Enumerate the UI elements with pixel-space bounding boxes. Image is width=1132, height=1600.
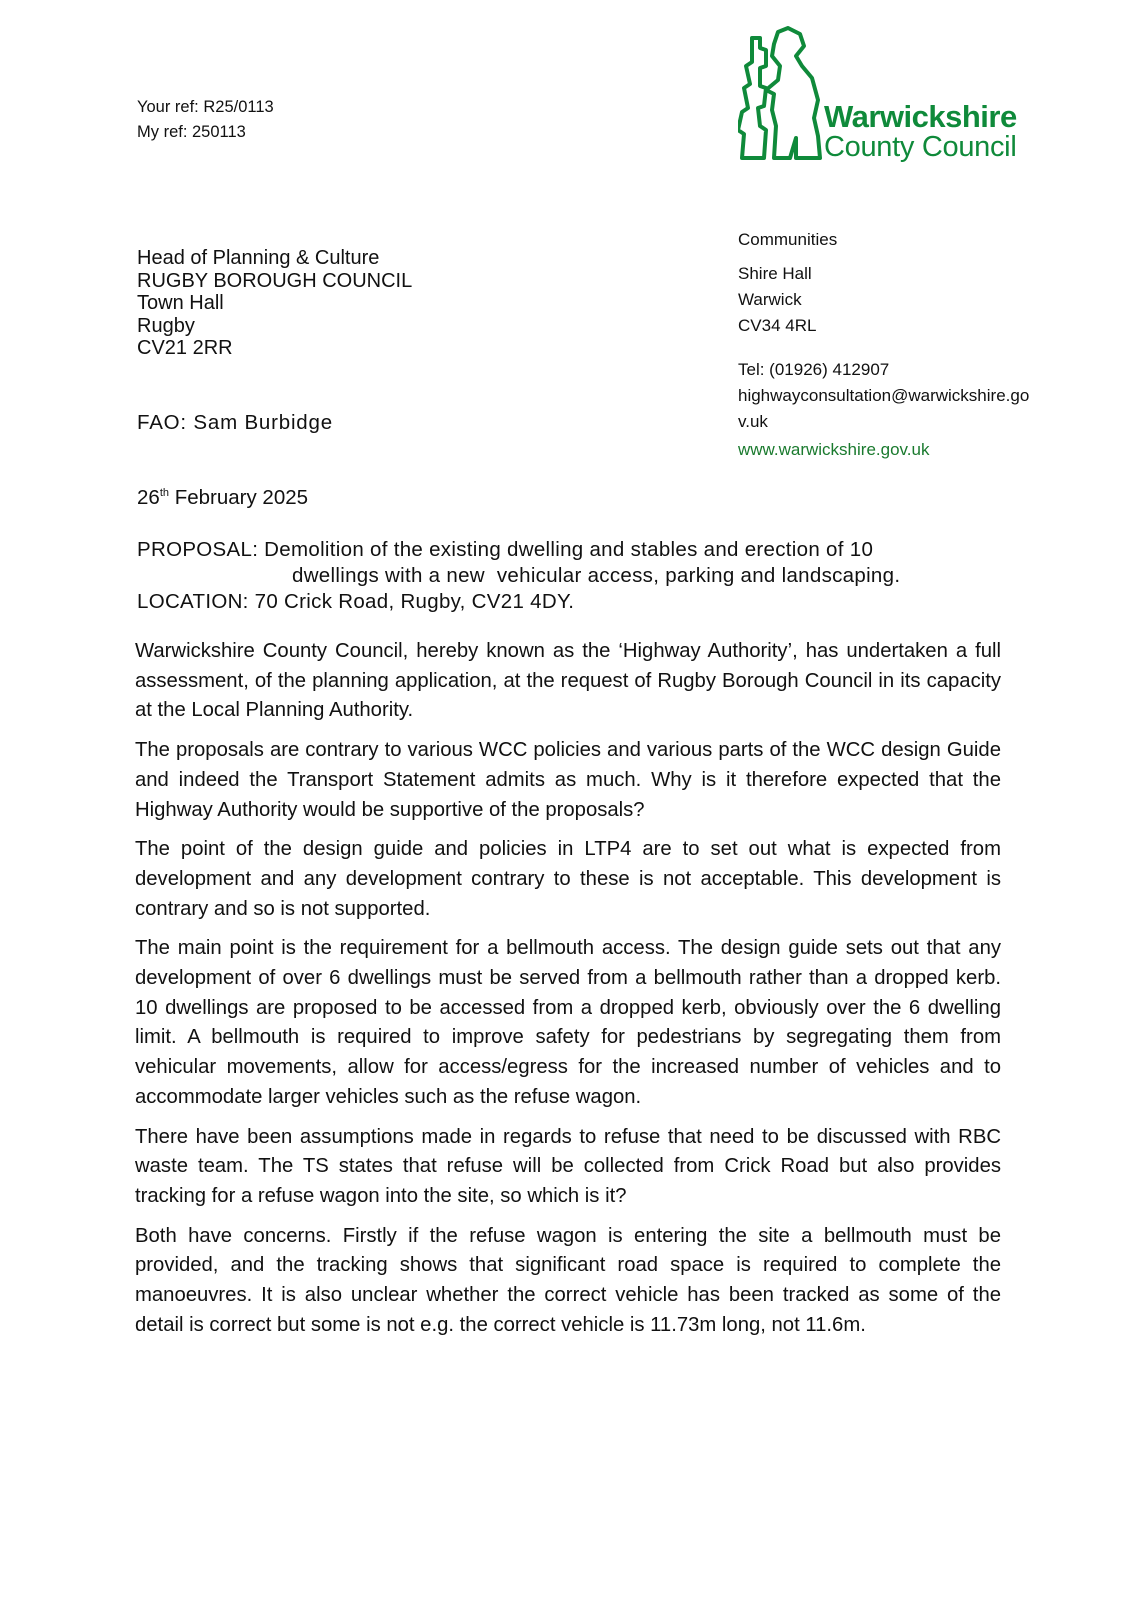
date-day: 26 xyxy=(137,486,160,509)
fao: FAO: Sam Burbidge xyxy=(137,411,333,434)
email-line: highwayconsultation@warwickshire.go xyxy=(738,386,1030,405)
address-line: CV34 4RL xyxy=(738,316,817,335)
council-logo xyxy=(738,26,1058,166)
paragraph: The main point is the requirement for a bellmouth access. The design guide sets out that any development of over 6 dwellings must be served from a bellmouth rather than a dropped kerb. 10 dwellings are proposed to be accessed from a dropped kerb, obviously over the 6 dwelling limit. A bellmouth is required to improve safety for pedestrians by segregating them from vehicular movements, allow for access/egress for the increased number of vehicles and to accommodate larger vehicles such as the refuse wagon. xyxy=(135,937,1001,1108)
paragraph: The point of the design guide and policies in LTP4 are to set out what is expected from development and any development contrary to these is not acceptable. This development is contrary and so is not supported. xyxy=(135,838,1001,920)
my-ref: My ref: 250113 xyxy=(137,123,246,141)
references xyxy=(137,95,274,145)
paragraph: Both have concerns. Firstly if the refuse wagon is entering the site a bellmouth must be provided, and the tracking shows that significant road space is required to complete the manoeuvres. It is also unclear whether the correct vehicle has been tracked as some of the detail is correct but some is not e.g. the correct vehicle is 11.73m long, not 11.6m. xyxy=(135,1224,1001,1336)
bear-and-ragged-staff-icon xyxy=(738,26,822,162)
date-suffix: th xyxy=(159,487,169,500)
recipient-line: CV21 2RR xyxy=(137,337,233,359)
recipient-line: RUGBY BOROUGH COUNCIL xyxy=(137,269,413,292)
department: Communities xyxy=(738,230,838,249)
recipient-line: Head of Planning & Culture xyxy=(137,247,380,269)
sender-contact xyxy=(738,227,1029,463)
logo-line1: Warwickshire xyxy=(824,99,1017,134)
recipient-address xyxy=(137,247,412,360)
proposal-line: PROPOSAL: Demolition of the existing dwelling and stables and erection of 10 xyxy=(137,538,874,561)
address-line: Warwick xyxy=(738,290,802,309)
location: LOCATION: 70 Crick Road, Rugby, CV21 4DY. xyxy=(137,590,575,613)
letter-body xyxy=(135,637,1001,1350)
letter-date xyxy=(137,486,308,510)
email-link[interactable] xyxy=(738,383,1029,435)
logo-line2: County Council xyxy=(824,131,1017,163)
email-line: v.uk xyxy=(738,412,768,431)
proposal-line: dwellings with a new vehicular access, parking and landscaping. xyxy=(292,564,901,587)
recipient-line: Rugby xyxy=(137,314,195,337)
your-ref: Your ref: R25/0113 xyxy=(137,98,274,116)
address-line: Shire Hall xyxy=(738,264,812,283)
date-rest: February 2025 xyxy=(169,486,309,509)
telephone: Tel: (01926) 412907 xyxy=(738,360,890,379)
paragraph: There have been assumptions made in regards to refuse that need to be discussed with RBC waste team. The TS states that refuse will be collected from Crick Road but also provides tracking for a refuse wagon into the site, so which is it? xyxy=(135,1125,1001,1207)
paragraph: The proposals are contrary to various WCC policies and various parts of the WCC design Guide and indeed the Transport Statement admits as much. Why is it therefore expected that the Highway Authority would be supportive of the proposals? xyxy=(135,739,1001,821)
recipient-line: Town Hall xyxy=(137,292,224,314)
proposal-block xyxy=(137,537,900,615)
paragraph: Warwickshire County Council, hereby known as the ‘Highway Authority’, has undertaken a full assessment, of the planning application, at the request of Rugby Borough Council in its capacity at the Local Planning Authority. xyxy=(135,640,1001,722)
website-link[interactable]: www.warwickshire.gov.uk xyxy=(738,440,930,459)
